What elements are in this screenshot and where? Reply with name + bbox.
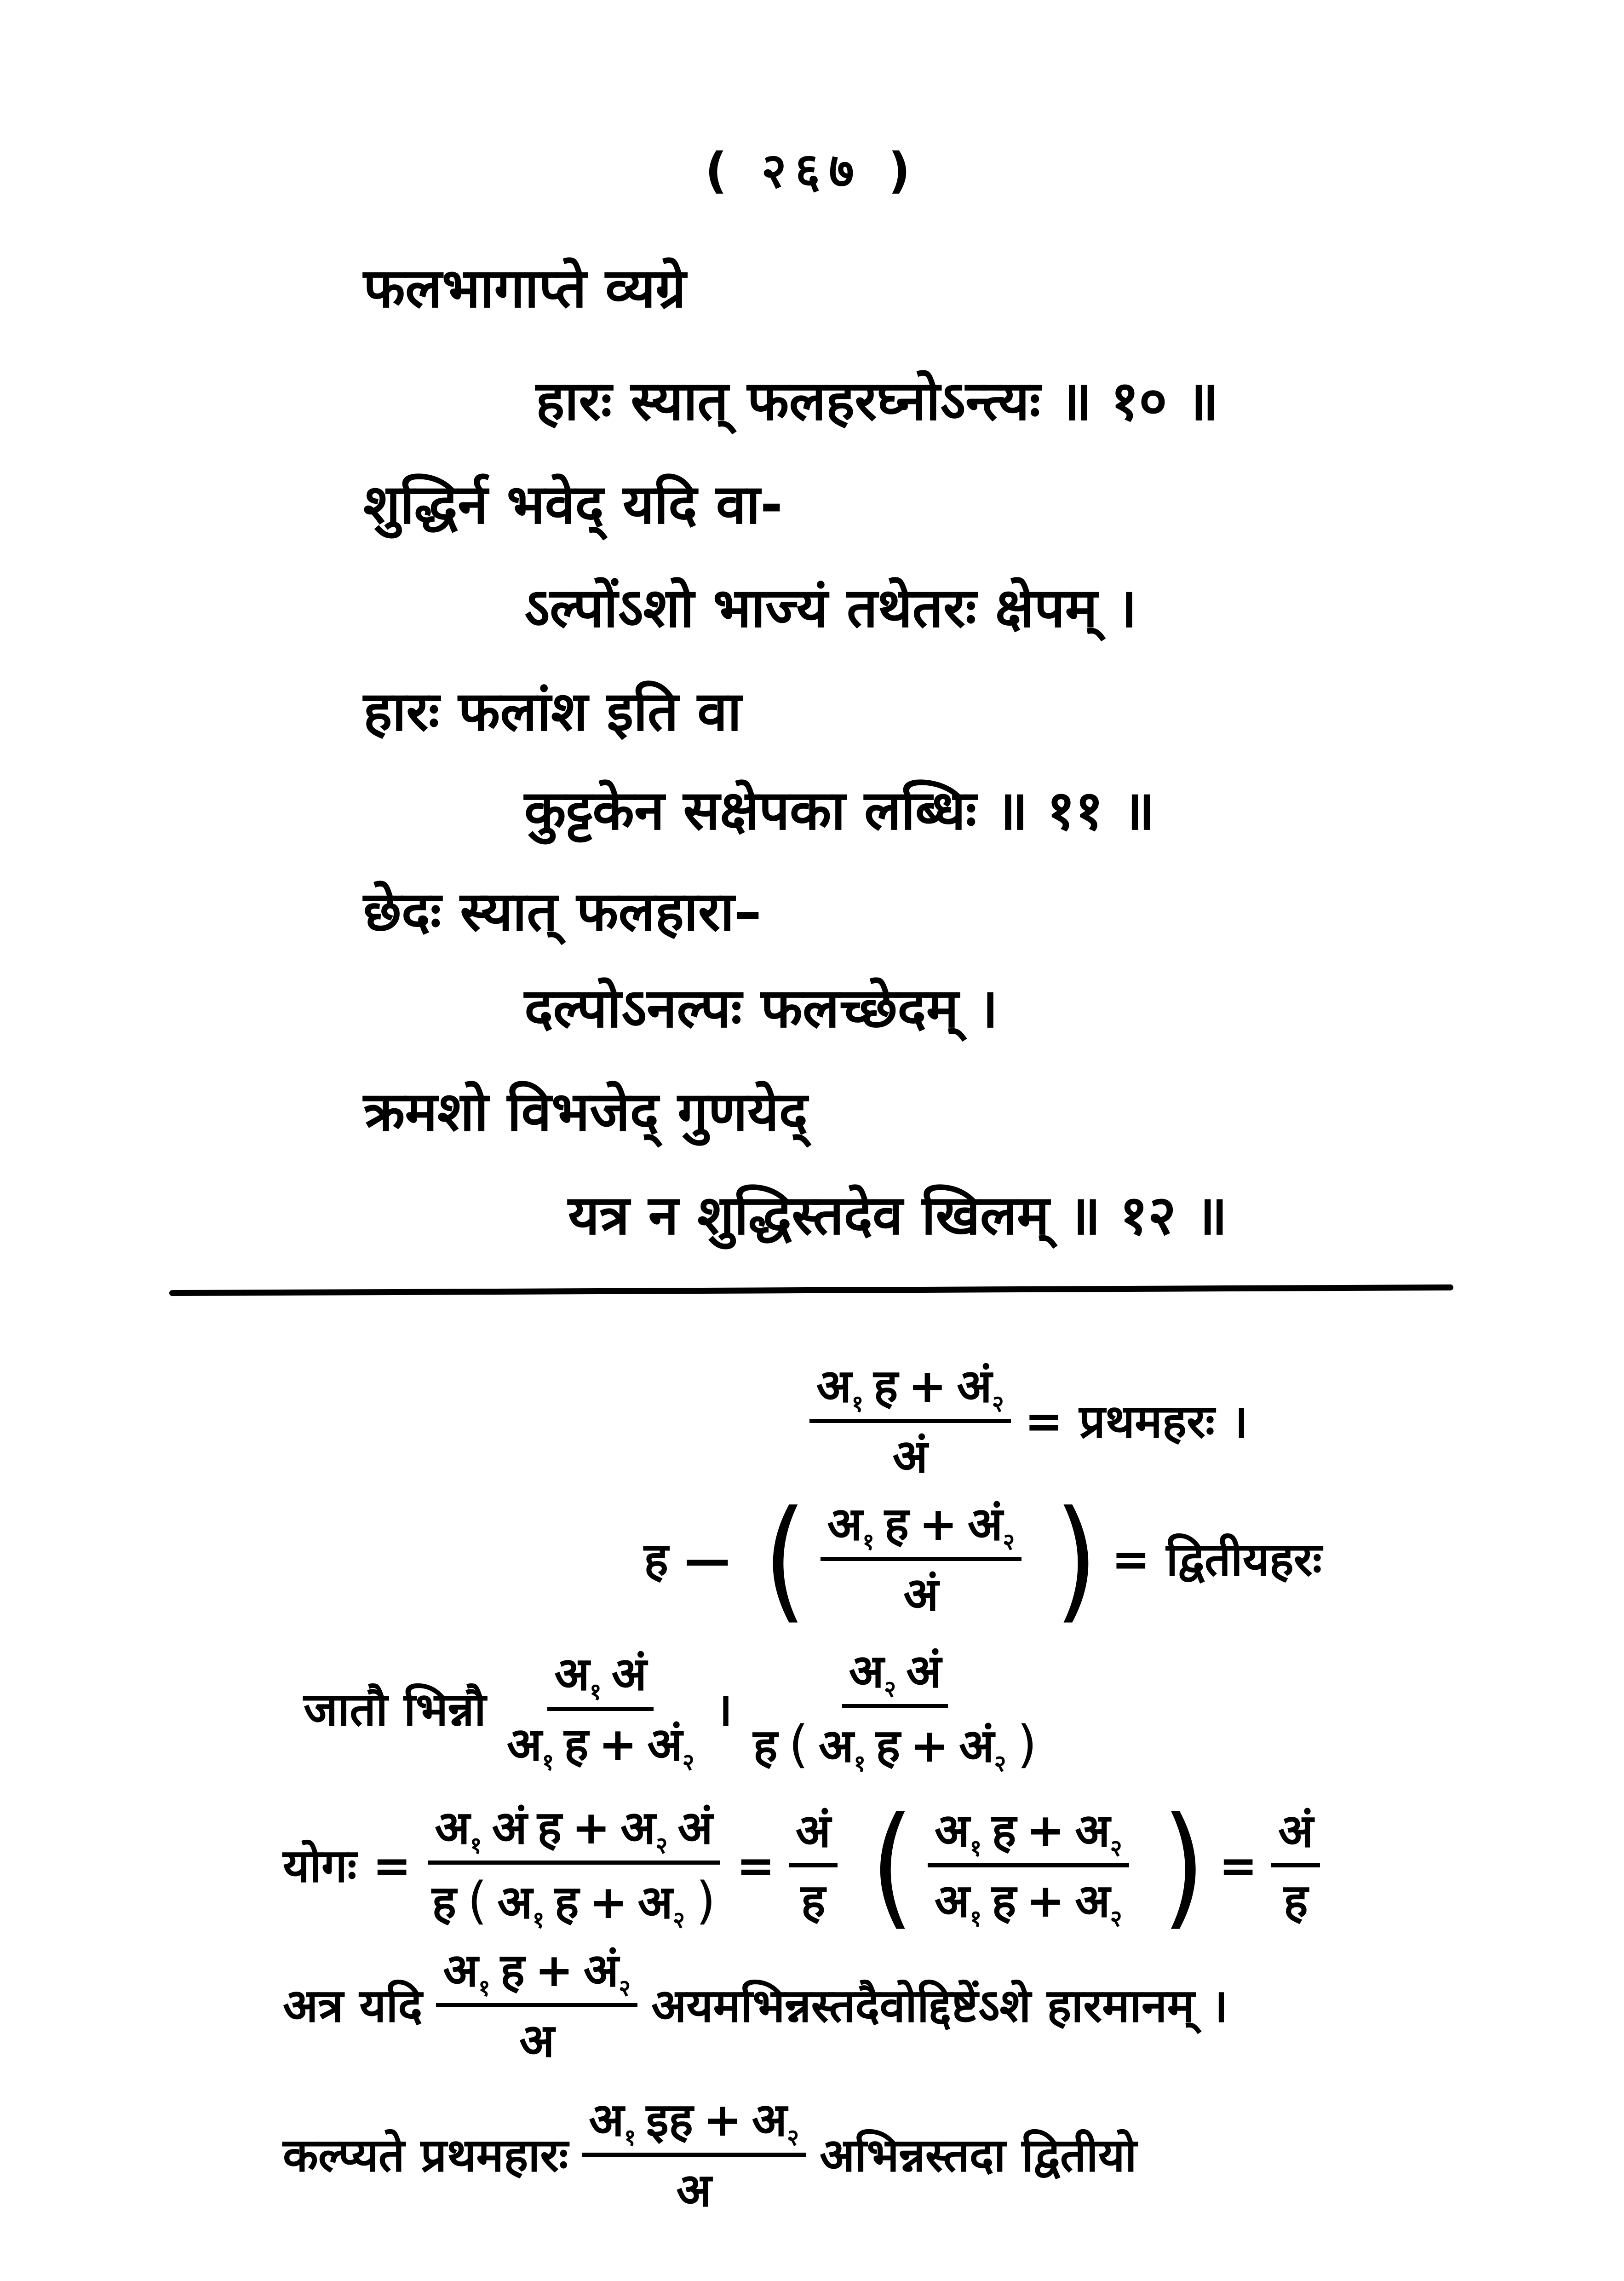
term-am2	[647, 1716, 694, 1774]
left-parenthesis: (	[871, 1788, 914, 1943]
verse-line-2: हारः स्यात् फलहरघ्नोऽन्त्यः ॥ १० ॥	[536, 369, 1219, 432]
sym-h: ह	[753, 1719, 778, 1773]
term-a1	[554, 1645, 601, 1703]
subscript-1: १	[624, 2124, 636, 2151]
fraction-denominator	[425, 1865, 723, 1933]
plus-sign: +	[589, 1875, 628, 1929]
plus-sign: +	[919, 1497, 958, 1551]
term-a1	[589, 2091, 636, 2149]
verse-line-10: यत्र न शुद्धिस्तदेव खिलम् ॥ १२ ॥	[568, 1183, 1228, 1247]
fraction	[500, 1645, 701, 1774]
term-am2	[584, 1941, 631, 1999]
term-a1	[497, 1873, 544, 1931]
formula-label: जातौ भिन्नौ	[304, 1682, 486, 1736]
subscript-1: १	[589, 1678, 602, 1705]
subscript-1: १	[470, 1832, 482, 1859]
formula-assumption	[283, 2091, 1137, 2219]
equals-sign: =	[736, 1838, 775, 1893]
sym-a: अ	[849, 1644, 884, 1698]
fraction-denominator	[886, 1423, 935, 1485]
fraction	[436, 1941, 637, 2069]
term-am2	[968, 1495, 1015, 1553]
subscript-1: १	[970, 1834, 982, 1861]
fraction-numerator	[547, 1645, 654, 1711]
fraction	[425, 1799, 723, 1933]
subscript-2: २	[884, 1676, 896, 1702]
section-divider	[169, 1285, 1453, 1296]
sym-a: अ	[818, 1719, 854, 1773]
fraction	[821, 1495, 1022, 1623]
page-number: ( २६७ )	[705, 143, 919, 199]
verse-line-6: कुट्टकेन सक्षेपका लब्धिः ॥ ११ ॥	[524, 778, 1155, 842]
formula-condition	[283, 1941, 1228, 2069]
term-a1	[819, 1717, 866, 1775]
sym-h: ह	[554, 1875, 579, 1929]
verse-line-7: छेदः स्यात् फलहारा–	[363, 880, 762, 943]
sym-a: अ	[519, 2014, 555, 2068]
sym-am: अं	[583, 1943, 619, 1997]
sym-h: ह	[876, 1719, 901, 1773]
term-a2	[1075, 1872, 1122, 1930]
plus-sign: +	[1026, 1803, 1065, 1857]
plus-sign: +	[703, 2093, 742, 2147]
fraction	[746, 1642, 1044, 1776]
fraction	[789, 1802, 838, 1930]
verse-line-3: शुद्धिर्न भवेद् यदि वा-	[363, 472, 783, 536]
term-a1	[935, 1872, 981, 1930]
sym-a: अ	[934, 1873, 970, 1928]
fraction-numerator	[428, 1799, 720, 1865]
sym-am: अं	[959, 1719, 994, 1773]
term-a1	[816, 1357, 863, 1415]
fraction-denominator	[794, 1867, 832, 1930]
subscript-2: २	[619, 1975, 631, 2001]
fraction-numerator	[928, 1802, 1129, 1867]
left-parenthesis: (	[763, 1482, 807, 1636]
fraction-numerator	[821, 1495, 1022, 1561]
sym-am: अं	[892, 1429, 928, 1483]
fraction	[809, 1357, 1011, 1485]
fraction	[928, 1802, 1129, 1930]
term-a2	[752, 2091, 799, 2149]
subscript-2: २	[672, 1907, 685, 1933]
right-parenthesis: )	[696, 1871, 716, 1930]
term-a1	[507, 1716, 554, 1774]
formula-sum	[283, 1788, 1320, 1943]
fraction-numerator	[436, 1941, 637, 2007]
verse-line-1: फलभागाप्ते व्यग्रे	[363, 256, 686, 320]
sym-a: अ	[1075, 1873, 1110, 1928]
sym-am: अं	[903, 1567, 939, 1621]
sym-a: अ	[1075, 1803, 1110, 1857]
subscript-2: २	[682, 1748, 694, 1775]
fraction-denominator	[1277, 1867, 1315, 1930]
sym-a: अ	[589, 2093, 624, 2147]
verse-line-4: ऽल्पोंऽशो भाज्यं तथेतरः क्षेपम् ।	[524, 576, 1137, 639]
sym-a: अ	[752, 2093, 787, 2147]
term-a1	[827, 1495, 874, 1553]
formula-two-fractions	[304, 1642, 1044, 1776]
term-a2	[1075, 1802, 1122, 1860]
right-parenthesis: )	[1162, 1788, 1205, 1943]
plus-sign: +	[572, 1801, 610, 1855]
verse-line-9: क्रमशो विभजेद् गुणयेद्	[363, 1080, 808, 1143]
subscript-2: २	[992, 1390, 1004, 1417]
formula-result: = द्वितीयहरः	[1111, 1532, 1322, 1586]
sym-h: ह	[992, 1873, 1016, 1928]
fraction-numerator	[842, 1642, 948, 1708]
term-am2	[957, 1357, 1004, 1415]
subscript-1: १	[542, 1748, 554, 1775]
term-am2	[959, 1717, 1006, 1775]
sym-am: अं	[1278, 1803, 1314, 1858]
fraction-denominator	[500, 1711, 701, 1774]
term-a1	[443, 1941, 490, 1999]
term-a2	[638, 1873, 685, 1931]
sym-a: अ	[554, 1647, 590, 1701]
fraction-denominator	[746, 1708, 1044, 1776]
left-parenthesis: (	[788, 1715, 809, 1774]
verse-line-5: हारः फलांश इति वा	[363, 680, 742, 743]
sym-ih: इह	[646, 2093, 693, 2147]
fraction-numerator	[809, 1357, 1011, 1423]
formula-pre-text: अत्र यदि	[283, 1978, 423, 2033]
subscript-1: १	[478, 1975, 490, 2001]
formula-pre-text: कल्प्यते प्रथमहारः	[283, 2128, 568, 2182]
fraction-denominator	[928, 1867, 1129, 1930]
formula-second-divisor	[644, 1482, 1322, 1636]
sym-h: ह	[537, 1801, 562, 1855]
subscript-2: २	[787, 2124, 799, 2151]
subscript-1: १	[851, 1390, 864, 1417]
fraction	[1271, 1802, 1320, 1930]
sym-h: ह	[500, 1943, 525, 1997]
verse-line-8: दल्पोऽनल्पः फलच्छेदम् ।	[524, 976, 999, 1040]
danda-separator: ।	[715, 1682, 733, 1736]
term-a1	[935, 1802, 981, 1860]
fraction-numerator	[789, 1802, 838, 1867]
sym-am: अं	[647, 1717, 683, 1771]
formula-post-text: अयमभिन्नस्तदैवोद्दिष्टेंऽशे हारमानम् ।	[651, 1978, 1228, 2033]
sym-h: ह	[992, 1803, 1016, 1857]
right-parenthesis: )	[1055, 1482, 1098, 1636]
sym-h: ह	[884, 1497, 909, 1551]
subscript-1: १	[532, 1907, 545, 1933]
formula-result: = प्रथमहरः ।	[1024, 1394, 1248, 1448]
sym-am: अं	[611, 1647, 647, 1701]
sym-h: ह	[1283, 1873, 1308, 1928]
sym-a: अ	[816, 1359, 852, 1413]
sym-h: ह	[432, 1875, 457, 1929]
subscript-2: २	[1110, 1905, 1122, 1932]
sym-am: अं	[677, 1801, 713, 1855]
formula-post-text: अभिन्नस्तदा द्वितीयो	[820, 2128, 1137, 2182]
left-parenthesis: (	[467, 1871, 488, 1930]
equals-sign: =	[1219, 1838, 1258, 1893]
plus-sign: +	[910, 1719, 949, 1773]
subscript-1: १	[854, 1750, 866, 1777]
plus-sign: +	[598, 1717, 637, 1771]
term-a1	[435, 1799, 482, 1857]
sym-a: अ	[934, 1803, 970, 1857]
sym-a: अ	[620, 1801, 656, 1855]
sym-a: अ	[435, 1801, 470, 1855]
fraction-denominator	[670, 2157, 718, 2219]
sym-h: ह	[564, 1717, 589, 1771]
subscript-2: २	[1003, 1528, 1015, 1555]
subscript-2: २	[994, 1750, 1006, 1777]
formula-label: योगः =	[283, 1838, 412, 1893]
sym-am: अं	[967, 1497, 1003, 1551]
subscript-2: २	[1110, 1834, 1122, 1861]
sym-a: अ	[497, 1875, 533, 1929]
plus-sign: +	[1026, 1873, 1065, 1928]
sym-am: अं	[795, 1803, 831, 1858]
sym-a: अ	[443, 1943, 478, 1997]
term-a2	[849, 1642, 896, 1700]
sym-h: ह	[801, 1873, 826, 1928]
subscript-2: २	[655, 1832, 668, 1859]
sym-am: अं	[957, 1359, 992, 1413]
plus-sign: +	[908, 1359, 947, 1413]
right-parenthesis: )	[1017, 1715, 1037, 1774]
plus-sign: +	[534, 1943, 574, 1997]
sym-h: ह	[873, 1359, 898, 1413]
subscript-1: १	[970, 1905, 982, 1932]
fraction-denominator	[896, 1561, 945, 1623]
sym-a: अ	[637, 1875, 673, 1929]
term-a2	[620, 1799, 667, 1857]
formula-first-divisor	[809, 1357, 1248, 1485]
fraction-numerator	[1271, 1802, 1320, 1867]
fraction-denominator	[512, 2007, 561, 2069]
fraction	[582, 2091, 806, 2219]
subscript-1: १	[862, 1528, 874, 1555]
sym-a: अ	[827, 1497, 862, 1551]
formula-lhs: ह —	[644, 1532, 730, 1586]
sym-a: अ	[676, 2163, 712, 2217]
sym-am: अं	[906, 1644, 941, 1698]
sym-a: अ	[506, 1717, 542, 1771]
fraction-numerator	[582, 2091, 806, 2157]
sym-am: अं	[492, 1801, 528, 1855]
